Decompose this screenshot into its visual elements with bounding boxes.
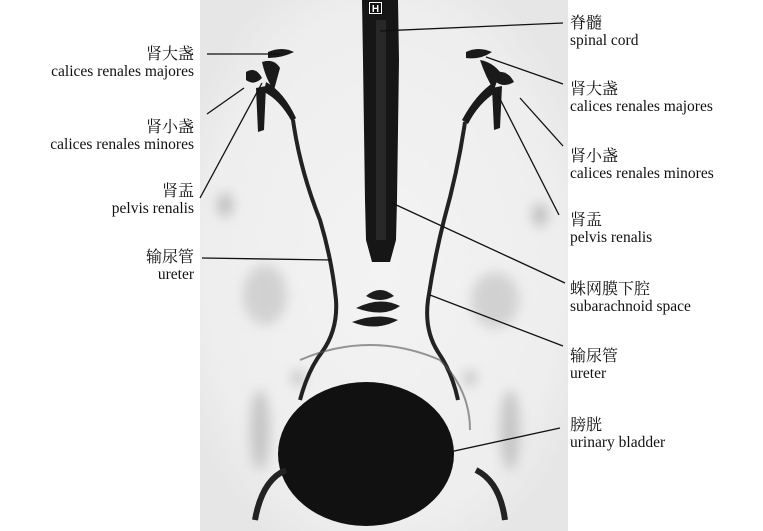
label-minor-calyces-right: 肾小盏 calices renales minores xyxy=(570,146,714,182)
label-minor-calyces-left: 肾小盏 calices renales minores xyxy=(50,117,194,153)
label-major-calyces-left: 肾大盏 calices renales majores xyxy=(51,44,194,80)
label-spinal-cord: 脊髓 spinal cord xyxy=(570,13,639,49)
label-ureter-left: 输尿管 ureter xyxy=(145,247,194,283)
label-ureter-right: 输尿管 ureter xyxy=(570,346,619,382)
svg-text:H: H xyxy=(371,4,380,15)
urinary-bladder-shape xyxy=(278,382,454,526)
label-renal-pelvis-right: 肾盂 pelvis renalis xyxy=(570,210,653,246)
orientation-badge xyxy=(368,1,383,15)
label-urinary-bladder: 膀胱 urinary bladder xyxy=(570,415,666,451)
label-major-calyces-right: 肾大盏 calices renales majores xyxy=(570,79,713,115)
spinal-cord-core xyxy=(376,20,386,240)
label-renal-pelvis-left: 肾盂 pelvis renalis xyxy=(111,181,194,217)
label-subarachnoid-space: 蛛网膜下腔 subarachnoid space xyxy=(570,279,691,315)
